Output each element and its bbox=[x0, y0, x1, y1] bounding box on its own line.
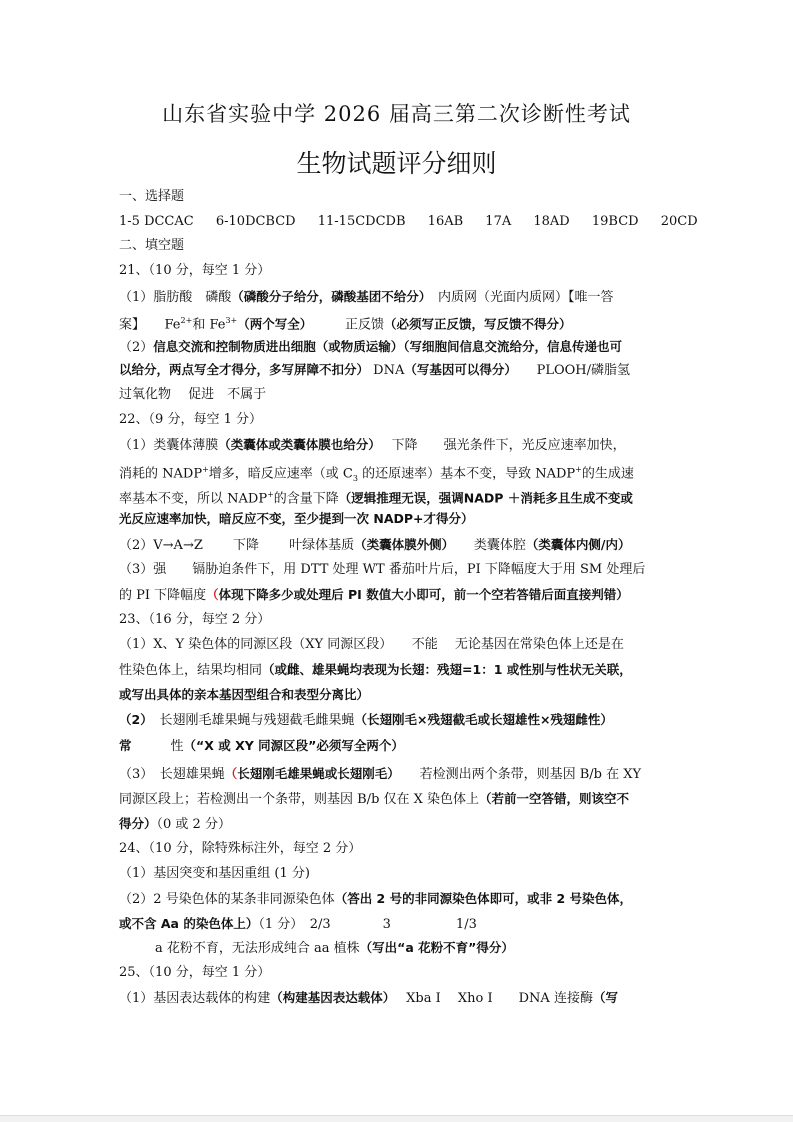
grading-note: （磷酸分子给分，磷酸基团不给分） bbox=[231, 289, 426, 304]
answer-text: 的生成速 bbox=[581, 466, 634, 482]
answer-text: （3） 长翅雄果蝇 bbox=[119, 767, 225, 782]
q23-line7 bbox=[119, 788, 678, 811]
grading-note: （逻辑推理无误，强调NADP ＋消耗多且生成不变或 bbox=[338, 490, 633, 506]
answer-text: DNA bbox=[369, 363, 405, 378]
document-subtitle: 生物试题评分细则 bbox=[296, 149, 497, 178]
answer-text: 的 PI 下降幅度 bbox=[119, 588, 207, 603]
answer-text: Xba Ⅰ Xho Ⅰ DNA 连接酶 bbox=[389, 991, 593, 1006]
q22-line7 bbox=[119, 584, 678, 607]
grading-note: 得分） bbox=[119, 816, 157, 831]
superscript: + bbox=[267, 490, 274, 499]
grading-note: （类囊体或类囊体膜也给分） bbox=[218, 437, 375, 452]
grading-note: （必须写正反馈，写反馈不得分） bbox=[384, 316, 572, 332]
q23-line8 bbox=[119, 813, 678, 836]
q24-line3 bbox=[119, 913, 678, 936]
answer-group: 20CD bbox=[660, 214, 698, 229]
answer-text: （1 分） 2/3 3 1/3 bbox=[258, 917, 477, 932]
answer-text: 和 Fe bbox=[192, 317, 226, 333]
answer-text: 类囊体腔 bbox=[447, 538, 526, 553]
q22-line4: 光反应速率加快，暗反应不变，至少提到一次 NADP+才得分） bbox=[119, 511, 474, 526]
answer-text: （1）基因表达载体的构建 bbox=[119, 991, 271, 1006]
answer-group: 18AD bbox=[533, 214, 570, 229]
grading-note: （或雌、雄果蝇均表现为长翅：残翅=1：1 或性别与性状无关联， bbox=[262, 662, 632, 677]
answer-group: 6-10DCBCD bbox=[215, 214, 296, 229]
answer-text: （2） bbox=[119, 712, 147, 727]
grading-note: （ bbox=[224, 766, 238, 781]
q23-line3: 或写出具体的亲本基因型组合和表型分离比） bbox=[119, 687, 370, 702]
answer-text: 的含量下降 bbox=[273, 491, 339, 507]
grading-note: （长翅刚毛×残翅截毛或长翅雄性×残翅雌性） bbox=[354, 712, 613, 727]
grading-note: （写 bbox=[592, 990, 618, 1005]
q21-line3 bbox=[119, 336, 678, 359]
answer-text: （1）脂肪酸 磷酸 bbox=[119, 290, 232, 305]
q24-line1: （1）基因突变和基因重组 (1 分) bbox=[119, 866, 310, 881]
grading-note: （ bbox=[206, 587, 219, 602]
answer-group: 19BCD bbox=[591, 214, 639, 229]
q23-heading: 23、（16 分，每空 2 分） bbox=[119, 612, 271, 627]
answer-text: 案】 Fe bbox=[119, 317, 181, 333]
answer-text: （0 或 2 分） bbox=[156, 817, 231, 832]
superscript: + bbox=[575, 465, 582, 474]
q24-line2 bbox=[119, 888, 678, 911]
grading-note: （“X 或 XY 同源区段”必须写全两个） bbox=[183, 738, 404, 753]
superscript: 2+ bbox=[180, 316, 193, 325]
q21-line1 bbox=[119, 286, 678, 309]
q21-line4 bbox=[119, 359, 678, 382]
answer-group: 17A bbox=[485, 214, 512, 229]
grading-note: 或不含 Aa 的染色体上） bbox=[119, 916, 259, 931]
answer-text: 正反馈 bbox=[306, 317, 385, 333]
page-bottom-edge bbox=[0, 1115, 793, 1122]
answer-group: 16AB bbox=[427, 214, 464, 229]
grading-note: （答出 2 号的非同源染色体即可，或非 2 号染色体， bbox=[334, 891, 632, 906]
answer-text: （2）V→A→Z 下降 叶绿体基质 bbox=[119, 538, 355, 553]
answer-text: 消耗的 NADP bbox=[119, 466, 203, 482]
q23-line5 bbox=[119, 735, 678, 758]
q23-line6 bbox=[119, 763, 678, 786]
grading-note: （类囊体膜外侧） bbox=[354, 537, 448, 552]
subscript: 3 bbox=[352, 473, 358, 483]
section-heading-choice: 一、选择题 bbox=[119, 189, 185, 204]
q22-line3 bbox=[119, 484, 678, 510]
superscript: 3+ bbox=[225, 316, 238, 325]
q23-line2 bbox=[119, 659, 678, 682]
answer-text: （1）类囊体薄膜 bbox=[119, 438, 219, 453]
answer-text: PLOOH/磷脂氢 bbox=[510, 363, 631, 378]
grading-note: 以给分，两点写全才得分，多写屏障不扣分） bbox=[119, 362, 370, 377]
answer-group: 11-15CDCDB bbox=[317, 214, 406, 229]
answer-text: 率基本不变，所以 NADP bbox=[119, 491, 268, 507]
answer-text: （2）2 号染色体的某条非同源染色体 bbox=[119, 892, 335, 907]
q24-heading: 24、（10 分，除特殊标注外，每空 2 分） bbox=[119, 841, 362, 856]
q22-line5 bbox=[119, 534, 678, 557]
answer-text: 增多，暗反应速率（或 C bbox=[208, 466, 353, 482]
grading-note: （写出“a 花粉不育”得分） bbox=[359, 940, 514, 955]
answer-text: 若检测出两个条带，则基因 B/b 在 XY bbox=[393, 767, 642, 782]
q22-line1 bbox=[119, 434, 678, 457]
answer-group: 1-5 DCCAC bbox=[119, 214, 194, 229]
q22-heading: 22、（9 分，每空 1 分） bbox=[119, 412, 262, 427]
superscript: + bbox=[202, 465, 209, 474]
q22-line6: （3）强 镉胁迫条件下，用 DTT 处理 WT 番茄叶片后，PI 下降幅度大于用 SM 处理后 bbox=[119, 562, 646, 577]
grading-note: （构建基因表达载体） bbox=[270, 990, 390, 1005]
q23-line1: （1）X、Y 染色体的同源区段（XY 同源区段） 不能 无论基因在常染色体上还是在 bbox=[119, 637, 624, 652]
answer-text: 的还原速率）基本不变，导致 NADP bbox=[357, 466, 576, 482]
grading-note: （类囊体内侧/内） bbox=[525, 537, 631, 552]
grading-note: （若前一空答错，则该空不 bbox=[479, 791, 630, 806]
answer-text: a 花粉不育，无法形成纯合 aa 植株 bbox=[155, 941, 360, 956]
answer-text: （2） bbox=[119, 340, 154, 355]
answer-text: 同源区段上；若检测出一个条带，则基因 B/b 仅在 X 染色体上 bbox=[119, 792, 480, 807]
q25-heading: 25、（10 分，每空 1 分） bbox=[119, 965, 271, 980]
grading-note: 体现下降多少或处理后 PI 数值大小即可，前一个空若答错后面直接判错） bbox=[218, 587, 629, 602]
q24-line4 bbox=[155, 937, 678, 960]
answer-text: 内质网（光面内质网）【唯一答 bbox=[425, 290, 614, 305]
answer-text: 下降 强光条件下，光反应速率加快， bbox=[374, 438, 626, 453]
q25-line1 bbox=[119, 987, 678, 1010]
grading-note: （写基因可以得分） bbox=[404, 362, 511, 377]
grading-note: 信息交流和控制物质进出细胞（或物质运输）（写细胞间信息交流给分，信息传递也可 bbox=[153, 339, 623, 354]
q21-line5: 过氧化物 促进 不属于 bbox=[119, 387, 267, 402]
q23-line4 bbox=[119, 709, 678, 732]
q21-heading: 21、（10 分，每空 1 分） bbox=[119, 263, 271, 278]
answer-text: 性 bbox=[131, 739, 184, 754]
exam-title: 山东省实验中学 2026 届高三第二次诊断性考试 bbox=[162, 102, 631, 126]
choice-answers bbox=[119, 211, 698, 233]
q21-line2 bbox=[119, 310, 678, 336]
answer-text: 性染色体上，结果均相同 bbox=[119, 663, 263, 678]
grading-note: （两个写全） bbox=[237, 316, 307, 332]
grading-note: 长翅刚毛雄果蝇或长翅刚毛） bbox=[237, 766, 394, 781]
section-heading-fill: 二、填空题 bbox=[119, 238, 185, 253]
answer-text: 常 bbox=[119, 738, 132, 753]
answer-text: 长翅刚毛雄果蝇与残翅截毛雌果蝇 bbox=[146, 713, 355, 728]
